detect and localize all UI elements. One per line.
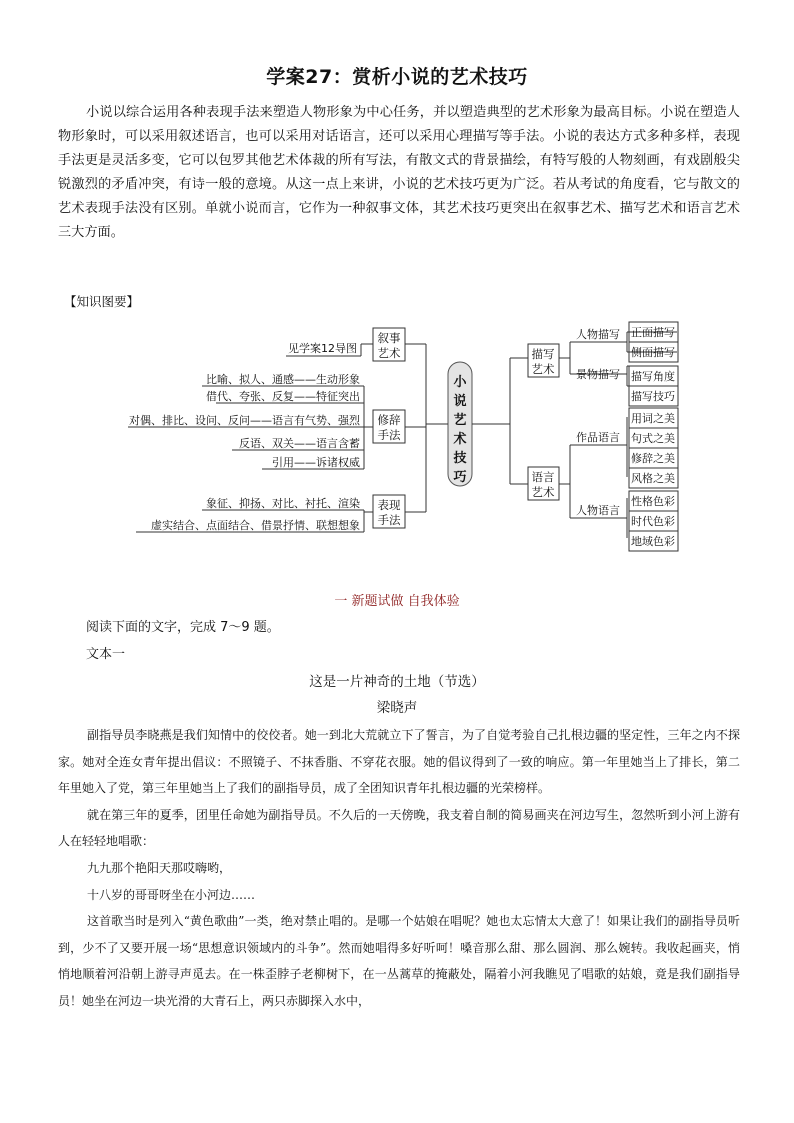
rhetoric-leaf-5: 引用——诉诸权威 xyxy=(272,456,360,469)
expression-leaf-2: 虚实结合、点面结合、借景抒情、联想想象 xyxy=(151,519,360,532)
center-char-4: 术 xyxy=(453,432,467,447)
rhetoric-label-1: 修辞 xyxy=(377,413,401,427)
scene-description-label: 景物描写 xyxy=(576,368,620,381)
intro-paragraph: 小说以综合运用各种表现手法来塑造人物形象为中心任务，并以塑造典型的艺术形象为最高目标。小说在塑造人物形象时，可以采用叙述语言，也可以采用对话语言，还可以采用心理描写等手法。小说的表达方式多种多样，表现手法更是灵活多变，它可以包罗其他艺术体裁的所有写法，有散文式的背景描绘，有特写般的人物刻画，有戏剧般尖锐激烈的矛盾冲突，有诗一般的意境。从这一点上来讲，小说的艺术技巧更为广泛。若从考试的角度看，它与散文的艺术表现手法没有区别。单就小说而言，它作为一种叙事文体，其艺术技巧更突出在叙事艺术、描写艺术和语言艺术三大方面。 xyxy=(58,105,740,240)
song-line: 十八岁的哥哥呀坐在小河边…… xyxy=(87,887,256,902)
center-char-5: 技 xyxy=(453,451,467,466)
paragraph: 这首歌当时是列入“黄色歌曲”一类，绝对禁止唱的。是哪一个姑娘在唱呢？她也太忘情太大意了！如果让我们的副指导员听到，少不了又要开展一场“思想意识领域内的斗争”。然而她唱得多好听呵！嗓音那么甜、那么圆润、那么婉转。我收起画夹，悄悄地顺着河沿朝上游寻声觅去。在一株歪脖子老柳树下，在一丛蒿草的掩蔽处，隔着小河我瞧见了唱歌的姑娘，竟是我们副指导员！她坐在河边一块光滑的大青石上，两只赤脚探入水中， xyxy=(58,914,740,1008)
story-author: 梁晓声 xyxy=(376,700,418,716)
expression-label-1: 表现 xyxy=(377,498,401,512)
knowledge-label: 【知识图要】 xyxy=(64,294,140,309)
character-description-label: 人物描写 xyxy=(576,328,620,341)
desc-leaf-2: 侧面描写 xyxy=(631,346,675,359)
paragraph: 副指导员李晓燕是我们知情中的佼佼者。她一到北大荒就立下了誓言，为了自觉考验自己扎根边疆的坚定性，三年之内不探家。她对全连女青年提出倡议：不照镜子、不抹香脂、不穿花衣服。她的倡议得到了一致的响应。第一年里她当上了排长，第二年里她入了党，第三年里她当上了我们的副指导员，成了全团知识青年扎根边疆的光荣榜样。 xyxy=(58,728,740,796)
page-title: 学案27：赏析小说的艺术技巧 xyxy=(266,66,528,88)
description-label-1: 描写 xyxy=(531,347,555,361)
work-language-label: 作品语言 xyxy=(576,431,620,444)
character-language-label: 人物语言 xyxy=(576,504,620,517)
narrative-leaf: 见学案12导图 xyxy=(288,342,357,355)
desc-leaf-3: 描写角度 xyxy=(631,370,675,383)
story-title: 这是一片神奇的土地（节选） xyxy=(309,674,485,690)
rhetoric-leaf-4: 反语、双关——语言含蓄 xyxy=(239,437,360,450)
center-char-3: 艺 xyxy=(453,413,467,428)
description-label-2: 艺术 xyxy=(531,362,555,376)
text-label: 文本一 xyxy=(86,647,126,662)
desc-leaf-4: 描写技巧 xyxy=(631,390,675,403)
center-char-1: 小 xyxy=(453,375,467,390)
desc-leaf-1: 正面描写 xyxy=(631,326,675,339)
story-body xyxy=(58,722,740,1015)
narrative-label-2: 艺术 xyxy=(377,346,401,360)
center-char-2: 说 xyxy=(453,394,467,409)
rhetoric-leaf-2: 借代、夸张、反复——特征突出 xyxy=(206,390,360,403)
center-char-6: 巧 xyxy=(453,470,467,485)
expression-label-2: 手法 xyxy=(377,513,401,527)
lang-leaf-1: 用词之美 xyxy=(631,412,675,425)
language-label-1: 语言 xyxy=(531,470,555,484)
lang-leaf-6: 时代色彩 xyxy=(631,515,675,528)
expression-leaf-1: 象征、抑扬、对比、衬托、渲染 xyxy=(206,497,360,510)
lang-leaf-4: 风格之美 xyxy=(631,472,675,485)
song-line: 九九那个艳阳天那哎嗨哟， xyxy=(87,860,232,875)
lang-leaf-3: 修辞之美 xyxy=(631,452,675,465)
instruction: 阅读下面的文字，完成 7～9 题。 xyxy=(86,620,280,635)
narrative-label-1: 叙事 xyxy=(377,331,401,345)
language-label-2: 艺术 xyxy=(531,485,555,499)
lang-leaf-5: 性格色彩 xyxy=(631,495,675,508)
section-heading: 一 新题试做 自我体验 xyxy=(334,594,460,609)
rhetoric-leaf-1: 比喻、拟人、通感——生动形象 xyxy=(206,373,360,386)
lang-leaf-7: 地域色彩 xyxy=(631,535,675,548)
rhetoric-leaf-3: 对偶、排比、设问、反问——语言有气势、强烈 xyxy=(129,414,360,427)
rhetoric-label-2: 手法 xyxy=(377,428,401,442)
lang-leaf-2: 句式之美 xyxy=(631,432,675,445)
paragraph: 就在第三年的夏季，团里任命她为副指导员。不久后的一天傍晚，我支着自制的简易画夹在河边写生，忽然听到小河上游有人在轻轻地唱歌： xyxy=(58,807,740,849)
